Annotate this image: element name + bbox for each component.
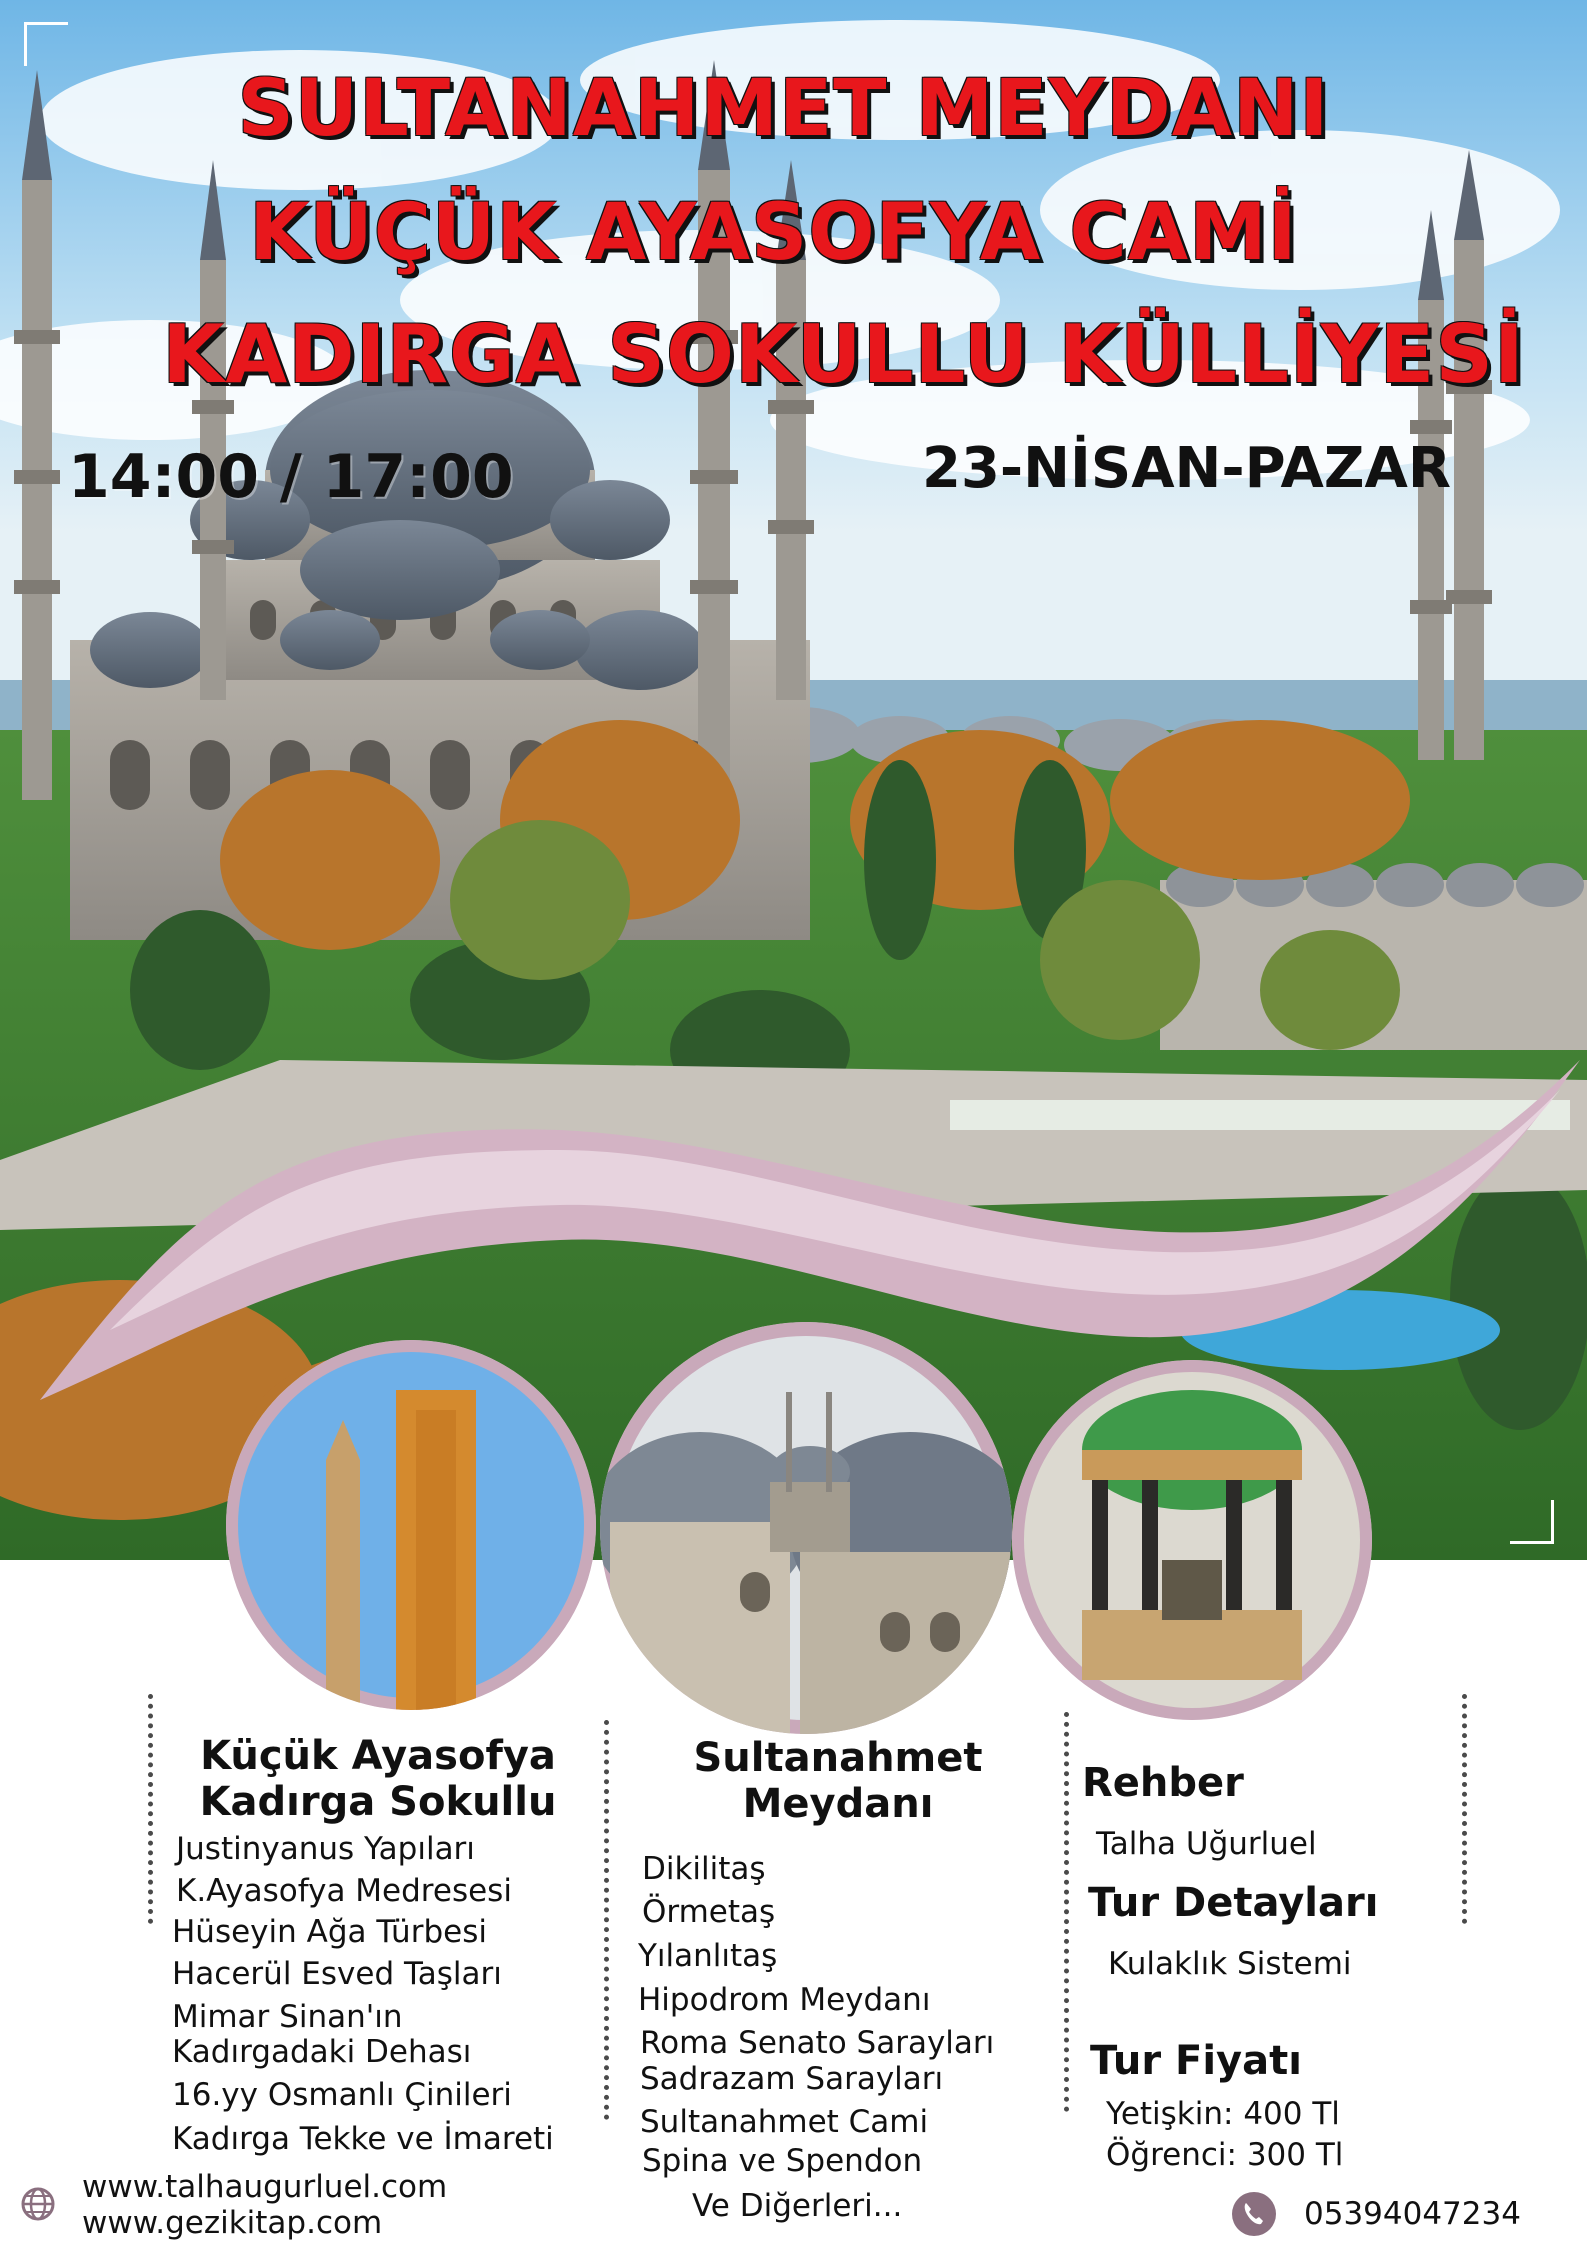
list-item: Yılanlıtaş: [638, 1938, 778, 1974]
list-item: Kadırgadaki Dehası: [172, 2034, 472, 2070]
german-fountain-photo: [1012, 1360, 1372, 1720]
phone-number[interactable]: 05394047234: [1304, 2196, 1521, 2232]
list-item: Mimar Sinan'ın: [172, 1999, 403, 2035]
column2-heading-line2: Meydanı: [742, 1781, 934, 1827]
tour-price-heading: Tur Fiyatı: [1090, 2038, 1302, 2084]
column1-heading-line2: Kadırga Sokullu: [199, 1779, 557, 1825]
website-link-1[interactable]: www.talhaugurluel.com: [82, 2169, 448, 2205]
globe-icon: [20, 2186, 56, 2222]
list-item: Dikilitaş: [642, 1851, 766, 1887]
list-item: Justinyanus Yapıları: [176, 1831, 475, 1867]
list-item: Sultanahmet Cami: [640, 2104, 929, 2140]
event-date: 23-NİSAN-PAZAR: [922, 436, 1451, 501]
dotted-divider: [1462, 1694, 1467, 1924]
list-item: 16.yy Osmanlı Çinileri: [172, 2077, 512, 2113]
title-line-3: KADIRGA SOKULLU KÜLLİYESİ: [162, 308, 1525, 401]
title-line-2: KÜÇÜK AYASOFYA CAMİ: [249, 188, 1298, 278]
list-item: Hipodrom Meydanı: [638, 1982, 931, 2018]
column2-heading: [610, 1735, 1066, 1827]
list-item: Örmetaş: [642, 1894, 776, 1930]
footer-websites: [82, 2169, 447, 2241]
price-student: Öğrenci: 300 Tl: [1106, 2137, 1344, 2173]
website-link-2[interactable]: www.gezikitap.com: [82, 2205, 383, 2241]
list-item: Kadırga Tekke ve İmareti: [172, 2121, 554, 2157]
column1-heading: [150, 1733, 606, 1825]
list-item: Roma Senato Sarayları: [640, 2025, 995, 2061]
column2-heading-line1: Sultanahmet: [693, 1735, 983, 1781]
event-time: 14:00 / 17:00: [68, 442, 514, 512]
guide-name: Talha Uğurluel: [1096, 1826, 1317, 1862]
phone-icon: [1232, 2192, 1276, 2236]
tour-details-text: Kulaklık Sistemi: [1108, 1946, 1352, 1982]
guide-heading: Rehber: [1082, 1760, 1244, 1806]
list-item: Hüseyin Ağa Türbesi: [172, 1914, 487, 1950]
corner-frame-top-left: [24, 22, 68, 66]
title-line-1: SULTANAHMET MEYDANI: [237, 64, 1330, 154]
list-item: Hacerül Esved Taşları: [172, 1956, 502, 1992]
corner-frame-bottom-right: [1510, 1500, 1554, 1544]
mosque-domes-photo: [600, 1322, 1012, 1734]
tour-details-heading: Tur Detayları: [1088, 1880, 1379, 1926]
column1-heading-line1: Küçük Ayasofya: [200, 1733, 556, 1779]
list-item: Spina ve Spendon: [642, 2143, 923, 2179]
price-adult: Yetişkin: 400 Tl: [1106, 2096, 1340, 2132]
list-item: Sadrazam Sarayları: [640, 2061, 944, 2097]
obelisk-photo: [226, 1340, 596, 1710]
list-item: K.Ayasofya Medresesi: [176, 1873, 512, 1909]
list-item: Ve Diğerleri...: [692, 2188, 903, 2224]
